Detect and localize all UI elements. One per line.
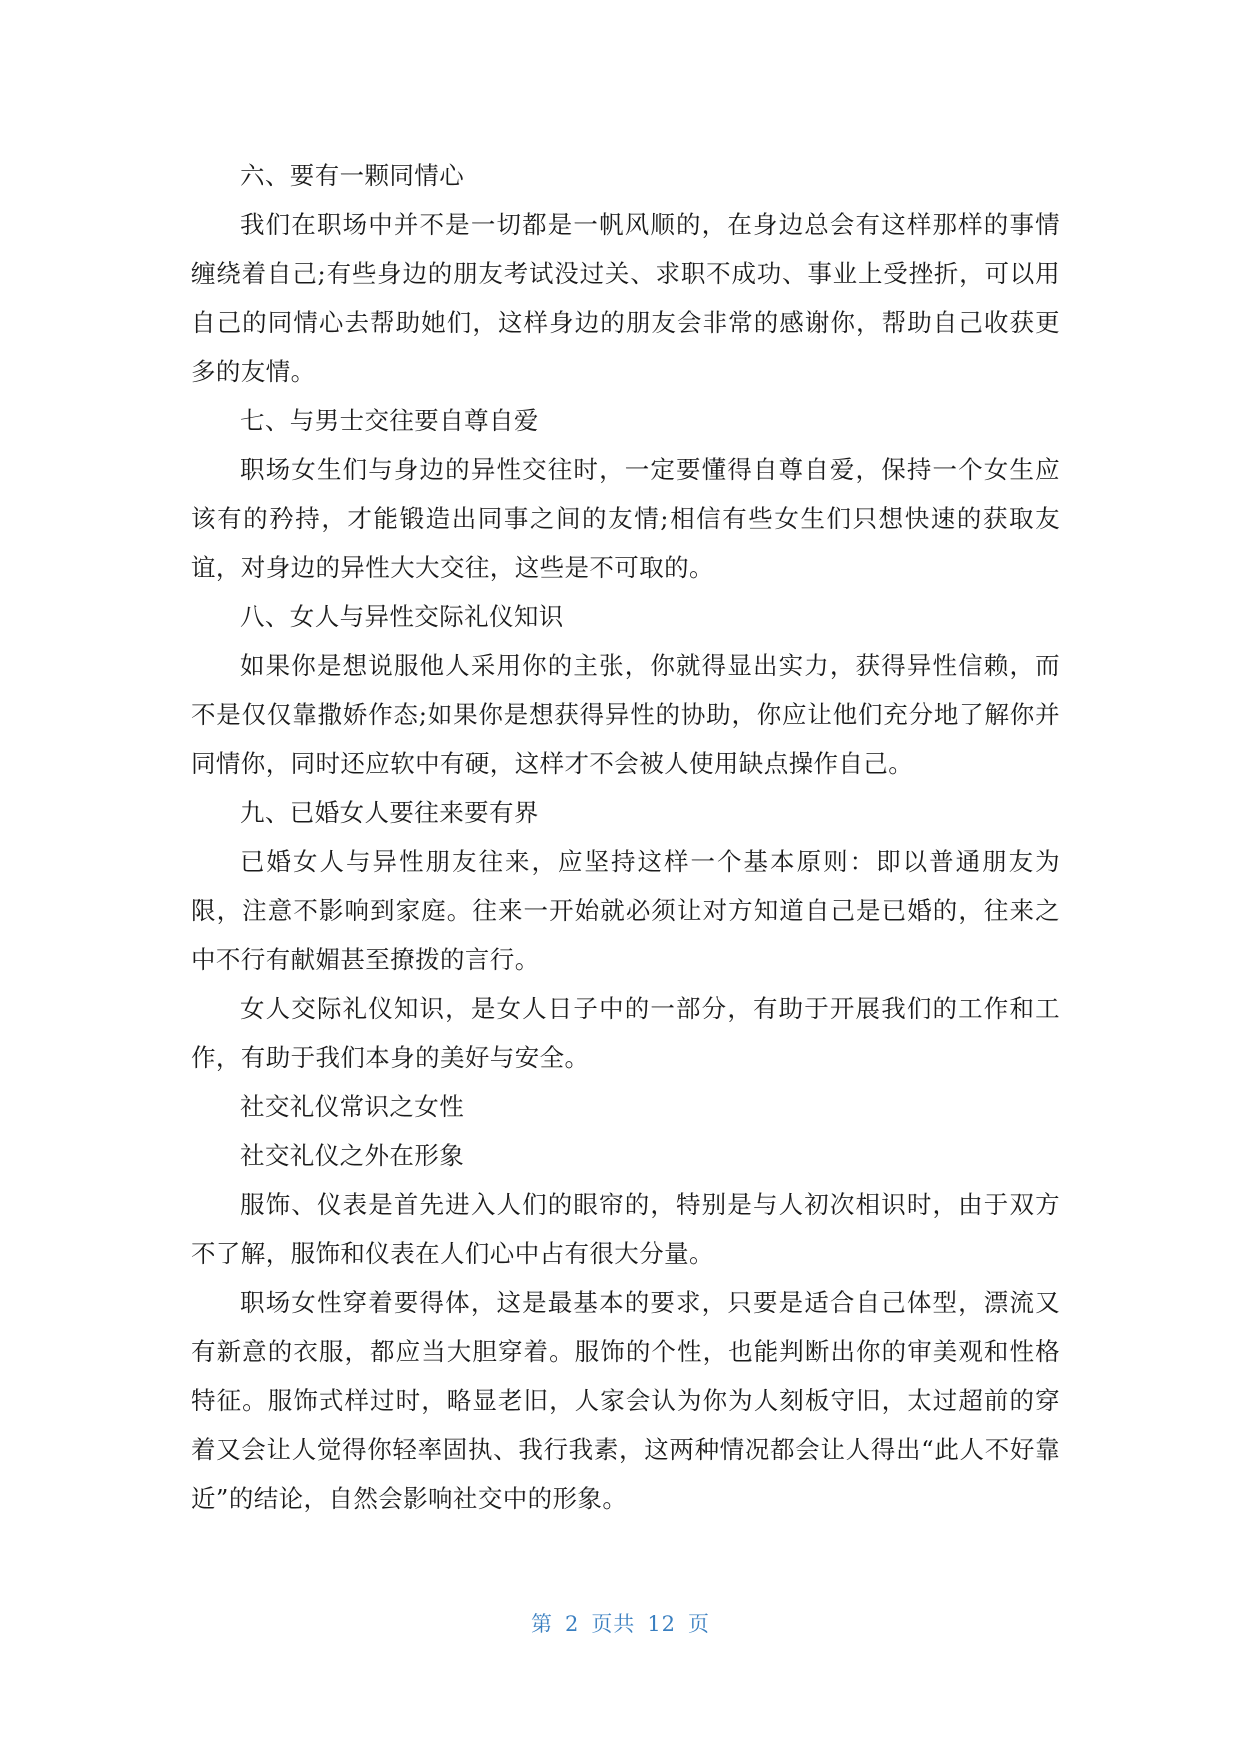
paragraph-etiquette-knowledge: 如果你是想说服他人采用你的主张，你就得显出实力，获得异性信赖，而不是仅仅靠撒娇作态;如果你是想获得异性的协助，你应让他们充分地了解你并同情你，同时还应软中有硬，这样才不会被人使用缺点操作自己。 <box>191 651 1060 778</box>
footer-suffix: 页 <box>688 1612 711 1636</box>
page-footer <box>0 1608 1241 1638</box>
paragraph-married-boundaries: 已婚女人与异性朋友往来，应坚持这样一个基本原则：即以普通朋友为限，注意不影响到家庭。往来一开始就必须让对方知道自己是已婚的，往来之中不行有献媚甚至撩拨的言行。 <box>191 847 1060 974</box>
document-body <box>191 151 1060 1523</box>
paragraph-appearance: 服饰、仪表是首先进入人们的眼帘的，特别是与人初次相识时，由于双方不了解，服饰和仪表在人们心中占有很大分量。 <box>191 1190 1060 1268</box>
heading-married-boundaries: 九、已婚女人要往来要有界 <box>240 798 539 827</box>
heading-external-image: 社交礼仪之外在形象 <box>240 1141 465 1170</box>
paragraph-dress: 职场女性穿着要得体，这是最基本的要求，只要是适合自己体型，漂流又有新意的衣服，都应当大胆穿着。服饰的个性，也能判断出你的审美观和性格特征。服饰式样过时，略显老旧，人家会认为你为人刻板守旧，太过超前的穿着又会让人觉得你轻率固执、我行我素，这两种情况都会让人得出“此人不好靠近”的结论，自然会影响社交中的形象。 <box>191 1288 1060 1513</box>
footer-prefix: 第 <box>530 1612 553 1636</box>
paragraph-sympathy: 我们在职场中并不是一切都是一帆风顺的，在身边总会有这样那样的事情缠绕着自己;有些身边的朋友考试没过关、求职不成功、事业上受挫折，可以用自己的同情心去帮助她们，这样身边的朋友会非常的感谢你，帮助自己收获更多的友情。 <box>191 210 1060 386</box>
heading-etiquette-knowledge: 八、女人与异性交际礼仪知识 <box>240 602 564 631</box>
paragraph-summary: 女人交际礼仪知识，是女人日子中的一部分，有助于开展我们的工作和工作，有助于我们本身的美好与安全。 <box>191 994 1060 1072</box>
footer-current-page: 2 <box>564 1612 580 1636</box>
heading-self-respect: 七、与男士交往要自尊自爱 <box>240 406 539 435</box>
paragraph-self-respect: 职场女生们与身边的异性交往时，一定要懂得自尊自爱，保持一个女生应该有的矜持，才能锻造出同事之间的友情;相信有些女生们只想快速的获取友谊，对身边的异性大大交往，这些是不可取的。 <box>191 455 1060 582</box>
heading-sympathy: 六、要有一颗同情心 <box>240 161 465 190</box>
footer-total-pages: 12 <box>647 1612 677 1636</box>
footer-middle: 页共 <box>591 1612 636 1636</box>
heading-social-etiquette: 社交礼仪常识之女性 <box>240 1092 465 1121</box>
